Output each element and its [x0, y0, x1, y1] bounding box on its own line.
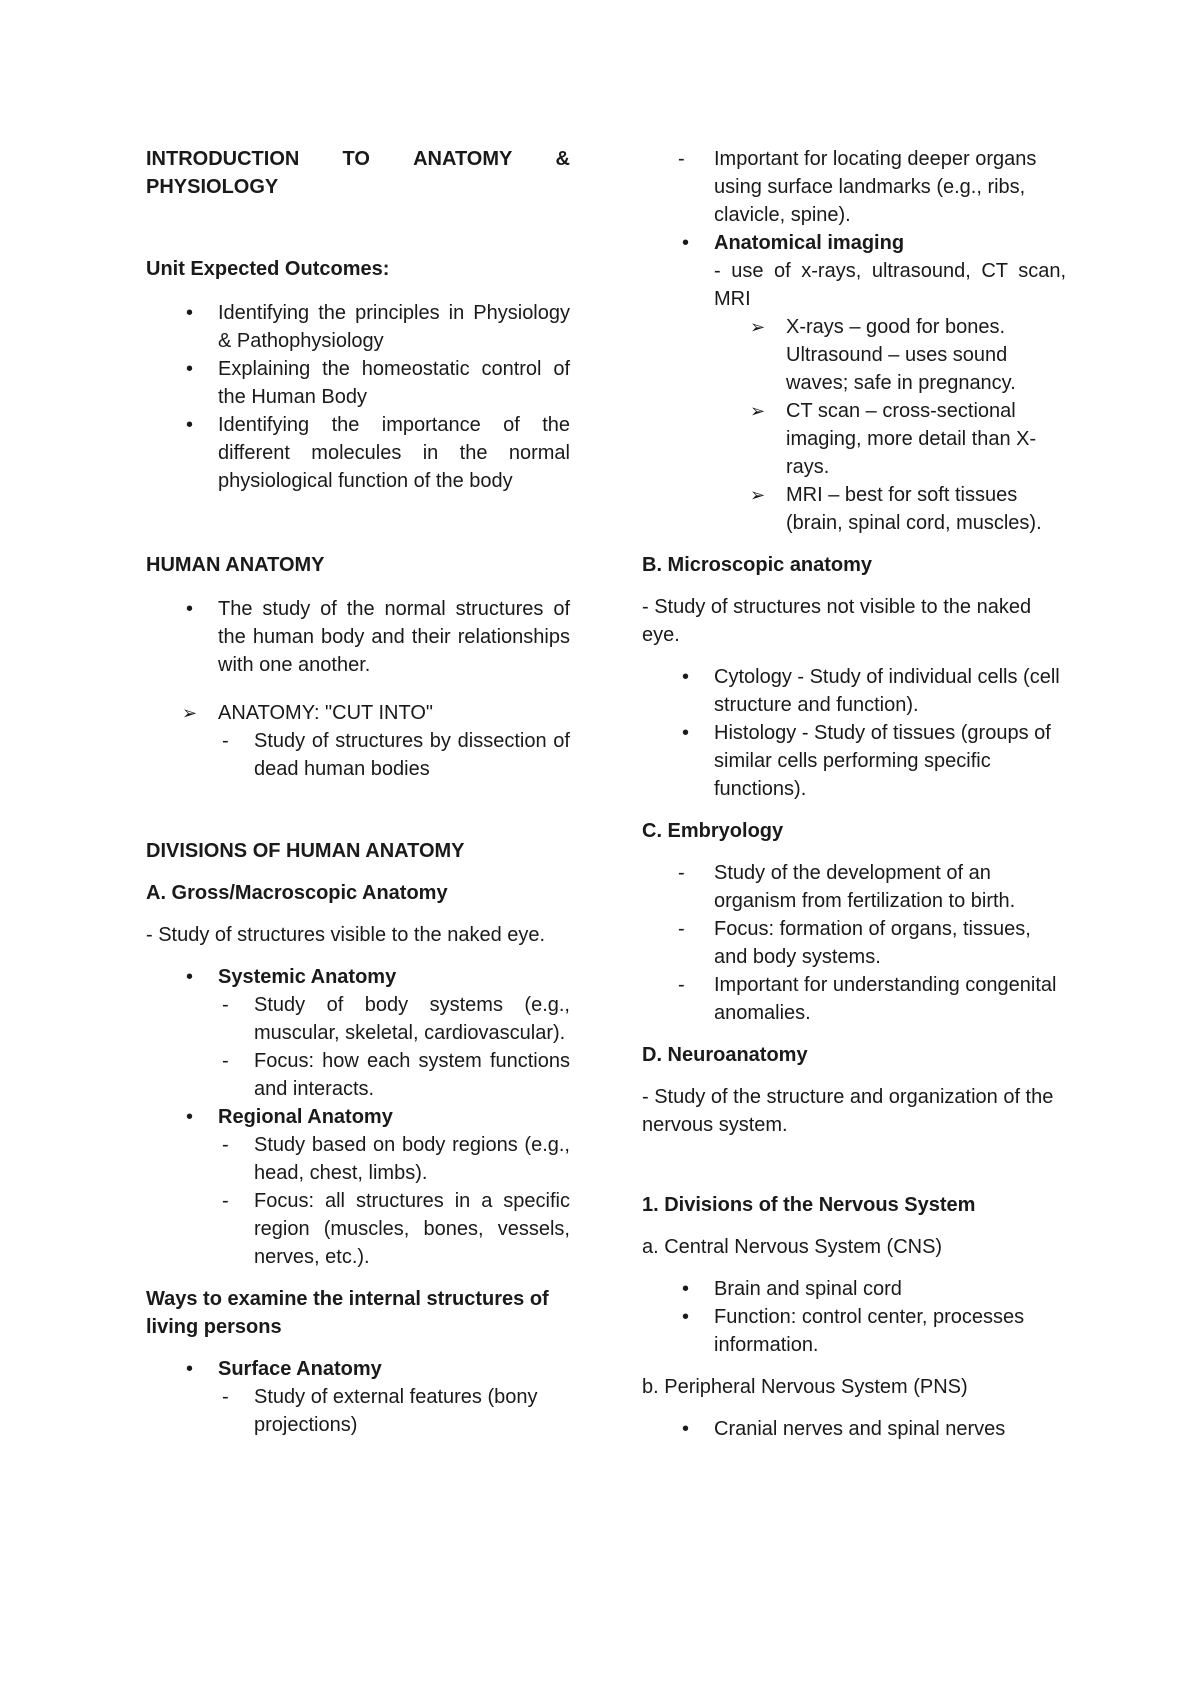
- cns-list: [642, 1275, 1066, 1359]
- surface-list: [146, 1355, 570, 1439]
- imaging-item-text: X-rays – good for bones. Ultrasound – uses sound waves; safe in pregnancy.: [786, 316, 1016, 394]
- micro-description: - Study of structures not visible to the naked eye.: [642, 596, 1032, 646]
- list-item: [146, 1355, 570, 1439]
- list-item: - Study of structures by dissection of dead human bodies: [218, 727, 570, 783]
- micro-heading: B. Microscopic anatomy: [642, 554, 873, 576]
- systemic-label: Systemic Anatomy: [218, 966, 397, 988]
- ways-heading: Ways to examine the internal structures of living persons: [146, 1288, 549, 1338]
- list-item: • The study of the normal structures of the human body and their relationships with one another.: [146, 595, 570, 679]
- imaging-list: [642, 229, 1066, 537]
- anatomy-cut-label: ANATOMY: "CUT INTO": [218, 702, 433, 724]
- embryo-list: [642, 859, 1066, 1027]
- title-word: TO: [342, 148, 370, 170]
- list-item: - Study of the development of an organism from fertilization to birth.: [642, 859, 1066, 915]
- list-item: [642, 229, 1066, 537]
- anatomy-cut-list: [146, 699, 570, 783]
- gross-list: [146, 963, 570, 1271]
- gross-description: - Study of structures visible to the naked eye.: [146, 924, 546, 946]
- list-item: - Study based on body regions (e.g., head, chest, limbs).: [218, 1131, 570, 1187]
- list-item: - Focus: formation of organs, tissues, and body systems.: [642, 915, 1066, 971]
- micro-list: [642, 663, 1066, 803]
- title-word: &: [555, 148, 570, 170]
- list-item: • Identifying the importance of the different molecules in the normal physiological function of the body: [146, 411, 570, 495]
- list-item: - Important for locating deeper organs using surface landmarks (e.g., ribs, clavicle, spine).: [642, 145, 1066, 229]
- imaging-label: Anatomical imaging: [714, 232, 905, 254]
- list-item: • Histology - Study of tissues (groups of similar cells performing specific functions).: [642, 719, 1066, 803]
- list-item: [146, 963, 570, 1103]
- regional-label: Regional Anatomy: [218, 1106, 393, 1128]
- list-item: • Brain and spinal cord: [642, 1275, 1066, 1303]
- list-item: [146, 1103, 570, 1271]
- list-item: [146, 699, 570, 783]
- list-item: [642, 397, 1066, 481]
- cns-label: a. Central Nervous System (CNS): [642, 1236, 943, 1258]
- list-item: - Focus: all structures in a specific region (muscles, bones, vessels, nerves, etc.).: [218, 1187, 570, 1271]
- list-item: - Study of body systems (e.g., muscular, skeletal, cardiovascular).: [218, 991, 570, 1047]
- surface-continued-list: [642, 145, 1066, 229]
- pns-label: b. Peripheral Nervous System (PNS): [642, 1376, 968, 1398]
- title-word: ANATOMY: [413, 148, 513, 170]
- surface-label: Surface Anatomy: [218, 1358, 382, 1380]
- imaging-types-list: [642, 313, 1066, 537]
- list-item: - Study of external features (bony projections): [218, 1383, 570, 1439]
- title-line-1: [146, 145, 570, 173]
- outcomes-heading: Unit Expected Outcomes:: [146, 258, 390, 280]
- imaging-item-text: CT scan – cross-sectional imaging, more detail than X-rays.: [786, 400, 1037, 478]
- document-title: [146, 145, 570, 201]
- gross-heading: A. Gross/Macroscopic Anatomy: [146, 882, 448, 904]
- divisions-heading: DIVISIONS OF HUMAN ANATOMY: [146, 840, 465, 862]
- list-item: [642, 481, 1066, 537]
- list-item: • Identifying the principles in Physiology & Pathophysiology: [146, 299, 570, 355]
- list-item: • Function: control center, processes information.: [642, 1303, 1066, 1359]
- left-column: [146, 145, 570, 1439]
- list-item: • Explaining the homeostatic control of the Human Body: [146, 355, 570, 411]
- human-anatomy-list: [146, 595, 570, 679]
- list-item: - Focus: how each system functions and interacts.: [218, 1047, 570, 1103]
- title-line-2: PHYSIOLOGY: [146, 176, 279, 198]
- nervous-system-heading: 1. Divisions of the Nervous System: [642, 1194, 976, 1216]
- imaging-item-text: MRI – best for soft tissues (brain, spinal cord, muscles).: [786, 484, 1042, 534]
- list-item: [642, 313, 1066, 397]
- title-word: INTRODUCTION: [146, 148, 300, 170]
- embryo-heading: C. Embryology: [642, 820, 784, 842]
- outcomes-list: [146, 299, 570, 495]
- pns-list: [642, 1415, 1066, 1443]
- neuro-description: - Study of the structure and organization of the nervous system.: [642, 1086, 1054, 1136]
- list-item: - Important for understanding congenital anomalies.: [642, 971, 1066, 1027]
- list-item: • Cranial nerves and spinal nerves: [642, 1415, 1066, 1443]
- right-column: [642, 145, 1066, 1443]
- human-anatomy-heading: HUMAN ANATOMY: [146, 554, 325, 576]
- neuro-heading: D. Neuroanatomy: [642, 1044, 808, 1066]
- list-item: • Cytology - Study of individual cells (cell structure and function).: [642, 663, 1066, 719]
- imaging-description: - use of x-rays, ultrasound, CT scan, MRI: [714, 260, 1066, 310]
